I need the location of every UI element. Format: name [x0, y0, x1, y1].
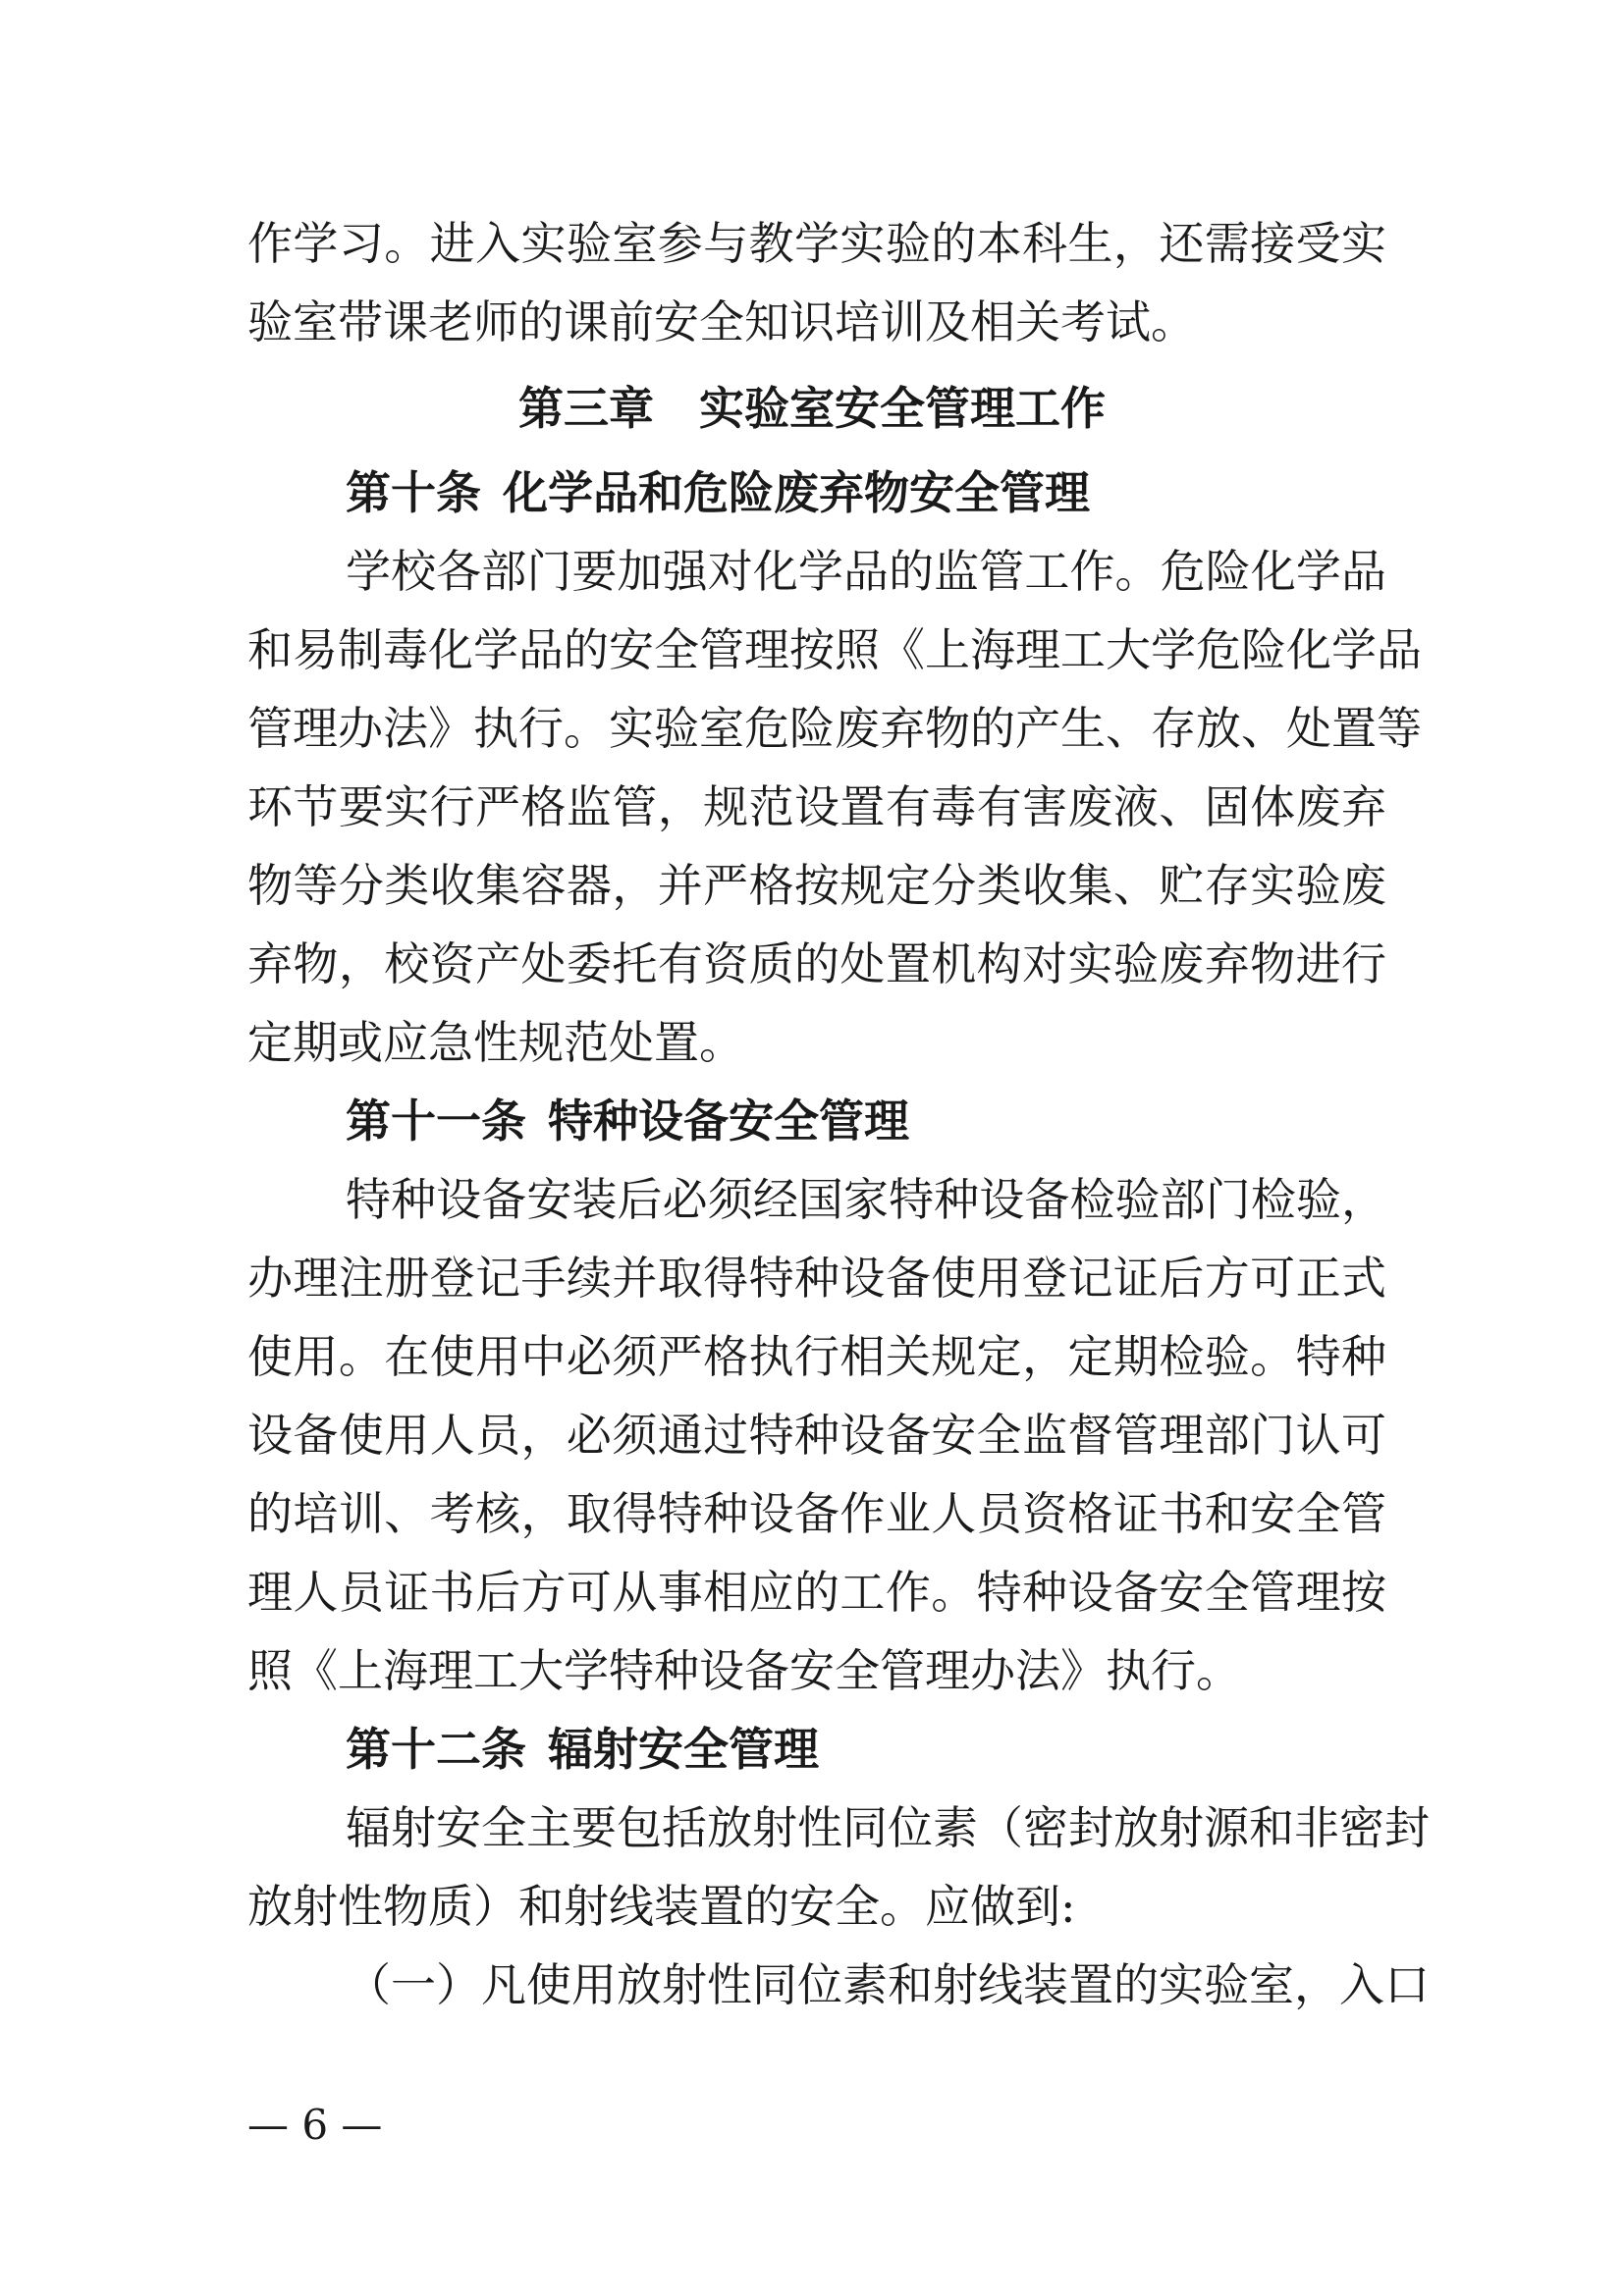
body-text-line: 验室带课老师的课前安全知识培训及相关考试。	[247, 295, 1196, 348]
chapter-heading: 第三章 实验室安全管理工作	[518, 382, 1106, 435]
article-heading	[346, 1710, 819, 1789]
article-number: 第十条	[346, 466, 481, 519]
body-text-line: 环节要实行严格监管，规范设置有毒有害废液、固体废弃	[247, 780, 1386, 833]
body-text-line: 管理办法》执行。实验室危险废弃物的产生、存放、处置等	[247, 702, 1422, 755]
article-title: 化学品和危险废弃物安全管理	[503, 466, 1090, 519]
body-text-line: 理人员证书后方可从事相应的工作。特种设备安全管理按	[247, 1566, 1386, 1619]
body-text-line: （一）凡使用放射性同位素和射线装置的实验室，入口	[346, 1958, 1430, 2011]
article-heading	[346, 454, 1090, 532]
body-text-line: 办理注册登记手续并取得特种设备使用登记证后方可正式	[247, 1252, 1386, 1305]
body-text-line: 照《上海理工大学特种设备安全管理办法》执行。	[247, 1644, 1241, 1697]
body-text-line: 和易制毒化学品的安全管理按照《上海理工大学危险化学品	[247, 623, 1422, 676]
body-text-line: 放射性物质）和射线装置的安全。应做到:	[247, 1880, 1076, 1933]
body-text-line: 学校各部门要加强对化学品的监管工作。危险化学品	[346, 545, 1386, 598]
body-text-line: 作学习。进入实验室参与教学实验的本科生，还需接受实	[247, 217, 1386, 270]
body-text-line: 物等分类收集容器，并严格按规定分类收集、贮存实验废	[247, 859, 1386, 912]
article-number: 第十二条	[346, 1723, 526, 1776]
article-heading	[346, 1082, 909, 1160]
page-number: — 6 —	[247, 2101, 383, 2149]
article-title: 辐射安全管理	[548, 1723, 819, 1776]
body-text-line: 弃物，校资产处委托有资质的处置机构对实验废弃物进行	[247, 937, 1386, 990]
body-text-line: 特种设备安装后必须经国家特种设备检验部门检验，	[346, 1173, 1386, 1226]
body-text-line: 的培训、考核，取得特种设备作业人员资格证书和安全管	[247, 1487, 1386, 1540]
body-text-line: 使用。在使用中必须严格执行相关规定，定期检验。特种	[247, 1330, 1386, 1383]
article-number: 第十一条	[346, 1095, 526, 1148]
body-text-line: 辐射安全主要包括放射性同位素（密封放射源和非密封	[346, 1801, 1430, 1854]
article-title: 特种设备安全管理	[548, 1095, 909, 1148]
body-text-line: 设备使用人员，必须通过特种设备安全监督管理部门认可	[247, 1409, 1386, 1462]
body-text-line: 定期或应急性规范处置。	[247, 1016, 744, 1069]
